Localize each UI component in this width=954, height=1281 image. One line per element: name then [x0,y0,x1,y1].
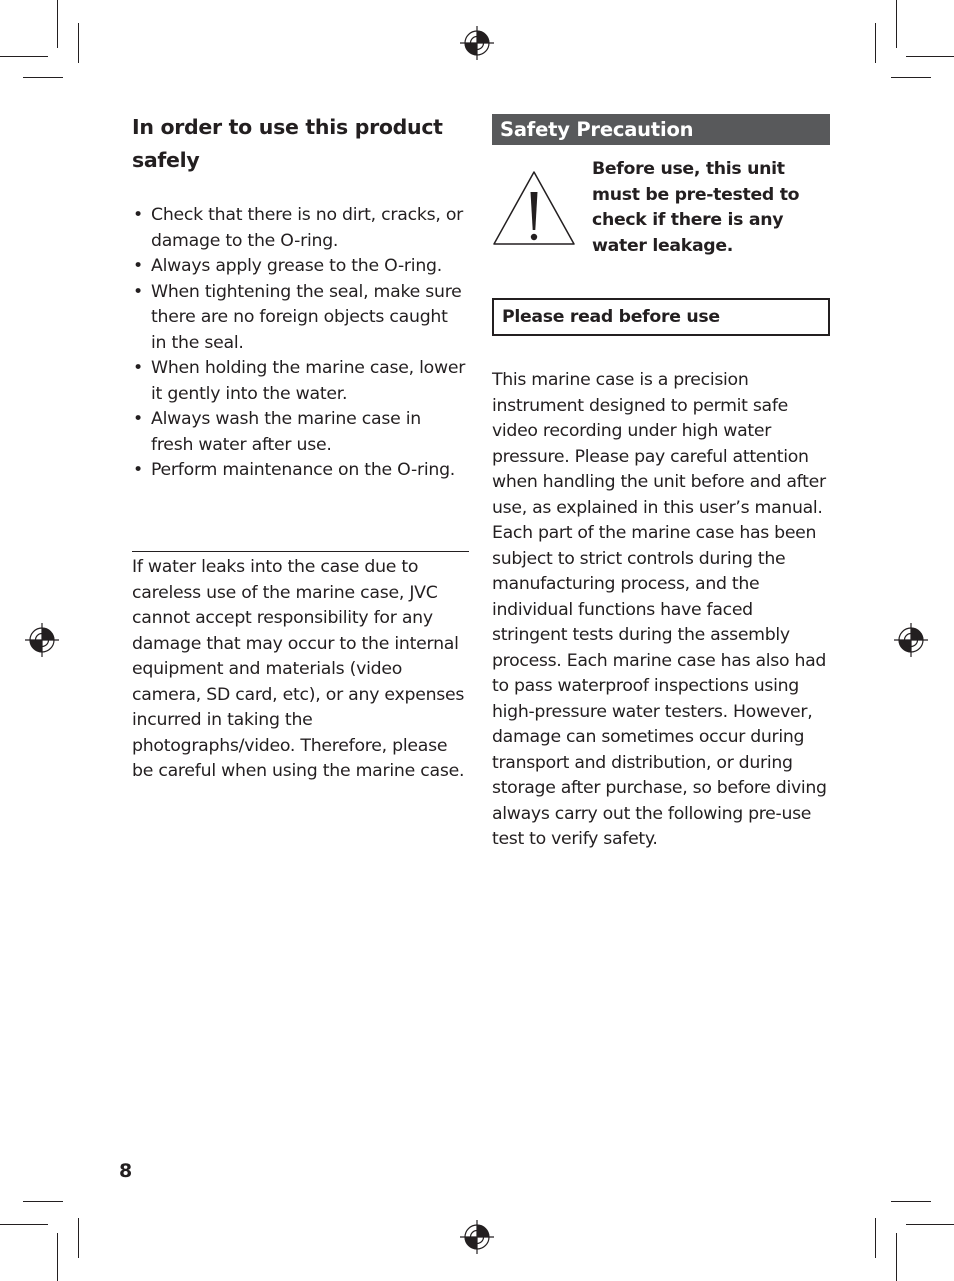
bullet-icon: • [133,358,143,378]
crop-mark [906,1224,954,1225]
page-number: 8 [119,1160,133,1182]
intro-text [492,368,830,853]
list-item [132,356,468,407]
crop-mark [891,77,931,78]
list-item [132,203,468,254]
registration-mark-icon [25,623,59,657]
crop-mark [891,1201,931,1202]
crop-mark [896,0,897,48]
list-item-text: When tightening the seal, make sure there are no foreign objects caught in the seal. [151,281,462,353]
list-item [132,458,468,484]
crop-mark [23,77,63,78]
warning-triangle-icon [492,170,576,246]
crop-mark [78,1218,79,1258]
paragraph: Each part of the marine case has been subject to strict controls during the manufacturing process, and the individual functions have faced stringent tests during the assembly process. Each marine case has also had to pass waterproof inspections using high-pressure water testers. However, damage can sometimes occur during transport and distribution, or during storage after purchase, so before diving always carry out the following pre-use test to verify safety. [492,523,827,849]
crop-mark [875,23,876,63]
divider [132,551,469,552]
registration-mark-icon [894,623,928,657]
list-item-text: When holding the marine case, lower it gently into the water. [151,358,466,404]
crop-mark [906,56,954,57]
list-item [132,407,468,458]
boxed-heading: Please read before use [492,298,830,336]
crop-mark [0,56,48,57]
crop-mark [896,1233,897,1281]
disclaimer-paragraph: If water leaks into the case due to careless use of the marine case, JVC cannot accept responsibility for any damage that may occur to the internal equipment and materials (video camera, SD card, etc), or any expenses incurred in taking the photographs/video. Therefore, please be careful when using the marine case. [132,557,465,781]
registration-mark-icon [460,1220,494,1254]
bullet-icon: • [133,281,143,302]
list-item-text: Check that there is no dirt, cracks, or damage to the O-ring. [151,205,464,251]
list-item [132,280,468,357]
registration-mark-icon [460,26,494,60]
section-title-bar: Safety Precaution [492,114,830,145]
crop-mark [57,1233,58,1281]
precaution-list [132,203,468,484]
crop-mark [0,1224,48,1225]
paragraph: This marine case is a precision instrument designed to permit safe video recording under high water pressure. Please pay careful attention when handling the unit before and after use, as explained in this user’s manual. [492,370,826,518]
crop-mark [78,23,79,63]
bullet-icon: • [133,460,143,480]
section-heading: In order to use this product safely [132,115,443,172]
bullet-icon: • [133,256,143,276]
list-item-text: Always wash the marine case in fresh water after use. [151,409,421,455]
bullet-icon: • [133,409,143,429]
crop-mark [23,1201,63,1202]
list-item [132,254,468,280]
list-item-text: Perform maintenance on the O-ring. [151,460,456,480]
warning-text: Before use, this unit must be pre-tested to check if there is any water leakage. [592,159,800,256]
bullet-icon: • [133,205,143,225]
crop-mark [875,1218,876,1258]
list-item-text: Always apply grease to the O-ring. [151,256,443,276]
crop-mark [57,0,58,48]
